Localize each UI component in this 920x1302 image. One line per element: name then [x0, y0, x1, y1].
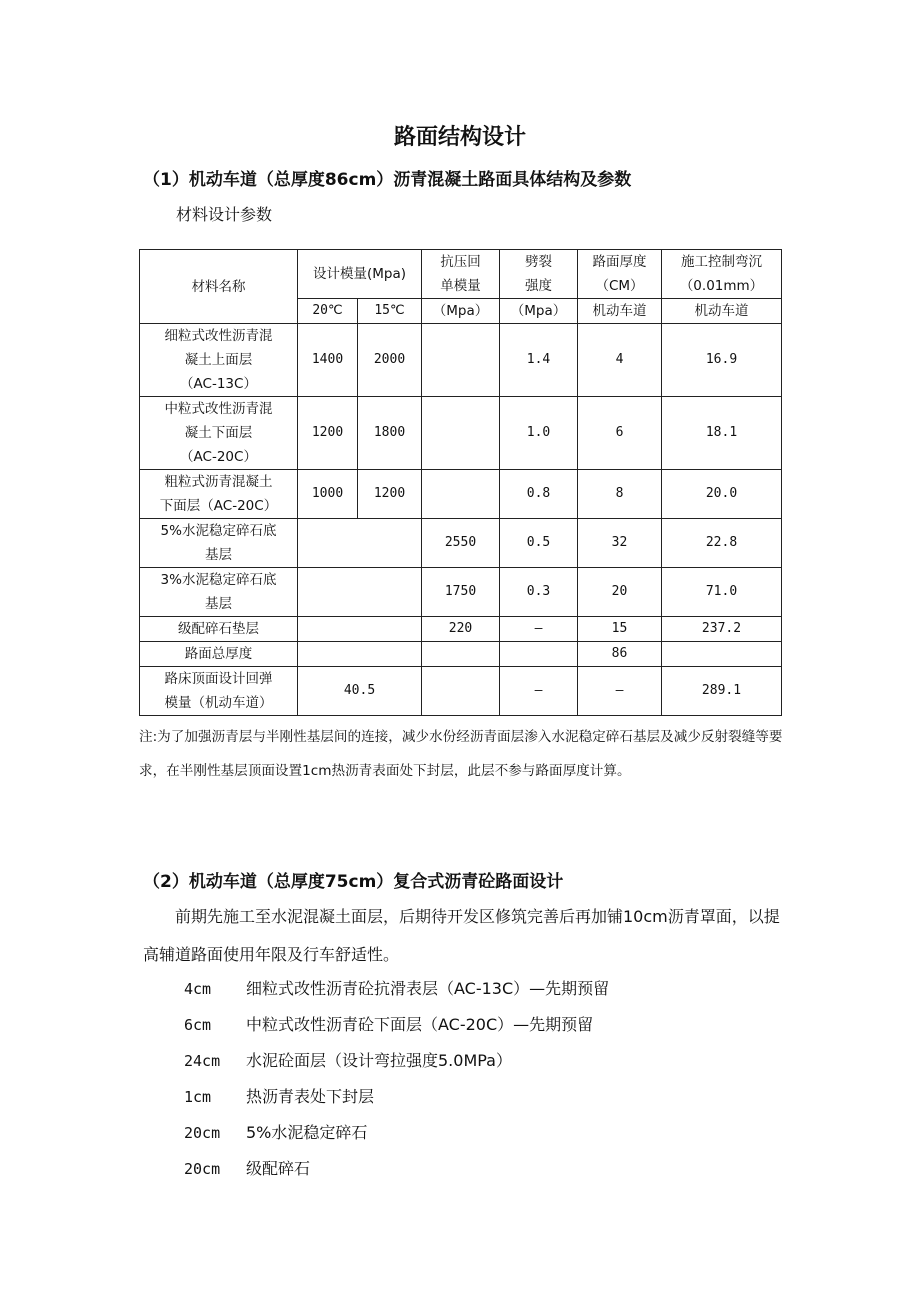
row-modulus — [298, 642, 422, 667]
table-subtitle: 材料设计参数 — [176, 205, 273, 224]
row-deflection: 20.0 — [662, 470, 782, 519]
table-row — [140, 519, 782, 568]
row-comp — [422, 397, 500, 470]
layer-item — [184, 976, 609, 999]
row-material-name: 路床顶面设计回弹 模量（机动车道） — [140, 667, 298, 716]
table-row — [140, 324, 782, 397]
row-split: — — [500, 667, 578, 716]
row-material-name: 细粒式改性沥青混 凝土上面层 （AC-13C） — [140, 324, 298, 397]
row-comp — [422, 324, 500, 397]
layer-item — [184, 1048, 512, 1071]
row-thickness: 32 — [578, 519, 662, 568]
row-deflection: 237.2 — [662, 617, 782, 642]
row-modulus-15: 1800 — [358, 397, 422, 470]
layer-thickness: 6cm — [184, 1016, 212, 1034]
layer-item — [184, 1084, 374, 1107]
row-modulus — [298, 519, 422, 568]
row-split: 1.0 — [500, 397, 578, 470]
table-row — [140, 667, 782, 716]
layer-desc: 热沥青表处下封层 — [246, 1087, 375, 1106]
section2-paragraph: 前期先施工至水泥混凝土面层，后期待开发区修筑完善后再加铺10cm沥青罩面，以提高辅道路面使用年限及行车舒适性。 — [143, 907, 780, 964]
row-modulus-20: 1000 — [298, 470, 358, 519]
header-defl-lane: 机动车道 — [662, 299, 782, 324]
row-modulus — [298, 617, 422, 642]
row-comp: 2550 — [422, 519, 500, 568]
layer-thickness: 20cm — [184, 1160, 221, 1178]
layer-thickness: 1cm — [184, 1088, 212, 1106]
row-comp — [422, 667, 500, 716]
header-split-strength: 劈裂 强度 — [500, 250, 578, 299]
header-compressive-modulus: 抗压回 单模量 — [422, 250, 500, 299]
row-modulus-20: 1200 — [298, 397, 358, 470]
row-thickness: 86 — [578, 642, 662, 667]
layer-desc: 水泥砼面层（设计弯拉强度5.0MPa） — [246, 1051, 512, 1070]
page-title: 路面结构设计 — [393, 125, 526, 150]
row-modulus-15: 1200 — [358, 470, 422, 519]
row-deflection — [662, 642, 782, 667]
table-row — [140, 617, 782, 642]
row-split — [500, 642, 578, 667]
row-thickness: 15 — [578, 617, 662, 642]
row-split: 1.4 — [500, 324, 578, 397]
row-deflection: 18.1 — [662, 397, 782, 470]
header-thickness: 路面厚度 （CM） — [578, 250, 662, 299]
row-thickness: 4 — [578, 324, 662, 397]
row-material-name: 中粒式改性沥青混 凝土下面层 （AC-20C） — [140, 397, 298, 470]
row-thickness: 20 — [578, 568, 662, 617]
row-split: 0.5 — [500, 519, 578, 568]
row-deflection: 22.8 — [662, 519, 782, 568]
section1-heading: （1）机动车道（总厚度86cm）沥青混凝土路面具体结构及参数 — [143, 170, 632, 190]
row-modulus-20: 1400 — [298, 324, 358, 397]
table-row — [140, 470, 782, 519]
layer-desc: 中粒式改性沥青砼下面层（AC-20C）—先期预留 — [246, 1015, 594, 1034]
section2-heading: （2）机动车道（总厚度75cm）复合式沥青砼路面设计 — [143, 872, 564, 892]
header-comp-unit: （Mpa） — [422, 299, 500, 324]
row-split: 0.8 — [500, 470, 578, 519]
row-comp — [422, 642, 500, 667]
row-thickness: 6 — [578, 397, 662, 470]
row-comp: 220 — [422, 617, 500, 642]
row-thickness: — — [578, 667, 662, 716]
row-material-name: 粗粒式沥青混凝土 下面层（AC-20C） — [140, 470, 298, 519]
header-material-name: 材料名称 — [140, 250, 298, 324]
header-design-modulus: 设计模量(Mpa) — [298, 250, 422, 299]
row-comp: 1750 — [422, 568, 500, 617]
row-modulus — [298, 568, 422, 617]
table-row — [140, 568, 782, 617]
row-material-name: 5%水泥稳定碎石底 基层 — [140, 519, 298, 568]
row-split: 0.3 — [500, 568, 578, 617]
header-split-unit: （Mpa） — [500, 299, 578, 324]
table-note: 注:为了加强沥青层与半刚性基层间的连接，减少水份经沥青面层渗入水泥稳定碎石基层及减少反射裂缝等要求，在半刚性基层顶面设置1cm热沥青表面处下封层，此层不参与路面厚度计算。 — [139, 729, 783, 779]
row-deflection: 71.0 — [662, 568, 782, 617]
layer-item — [184, 1156, 310, 1179]
layer-thickness: 24cm — [184, 1052, 221, 1070]
header-15c: 15℃ — [358, 299, 422, 324]
row-deflection: 289.1 — [662, 667, 782, 716]
header-deflection: 施工控制弯沉 （0.01mm） — [662, 250, 782, 299]
table-row — [140, 642, 782, 667]
row-thickness: 8 — [578, 470, 662, 519]
layer-item — [184, 1012, 593, 1035]
layer-desc: 级配碎石 — [246, 1159, 311, 1178]
layer-desc: 细粒式改性沥青砼抗滑表层（AC-13C）—先期预留 — [246, 979, 610, 998]
header-20c: 20℃ — [298, 299, 358, 324]
table-row — [140, 397, 782, 470]
row-material-name: 3%水泥稳定碎石底 基层 — [140, 568, 298, 617]
row-split: — — [500, 617, 578, 642]
row-deflection: 16.9 — [662, 324, 782, 397]
row-modulus: 40.5 — [298, 667, 422, 716]
table-header-row — [140, 250, 782, 299]
layer-thickness: 20cm — [184, 1124, 221, 1142]
layer-thickness: 4cm — [184, 980, 212, 998]
material-params-table — [139, 249, 782, 716]
layer-desc: 5%水泥稳定碎石 — [246, 1123, 368, 1142]
layer-item — [184, 1120, 367, 1143]
header-thick-lane: 机动车道 — [578, 299, 662, 324]
row-material-name: 路面总厚度 — [140, 642, 298, 667]
row-modulus-15: 2000 — [358, 324, 422, 397]
row-material-name: 级配碎石垫层 — [140, 617, 298, 642]
row-comp — [422, 470, 500, 519]
